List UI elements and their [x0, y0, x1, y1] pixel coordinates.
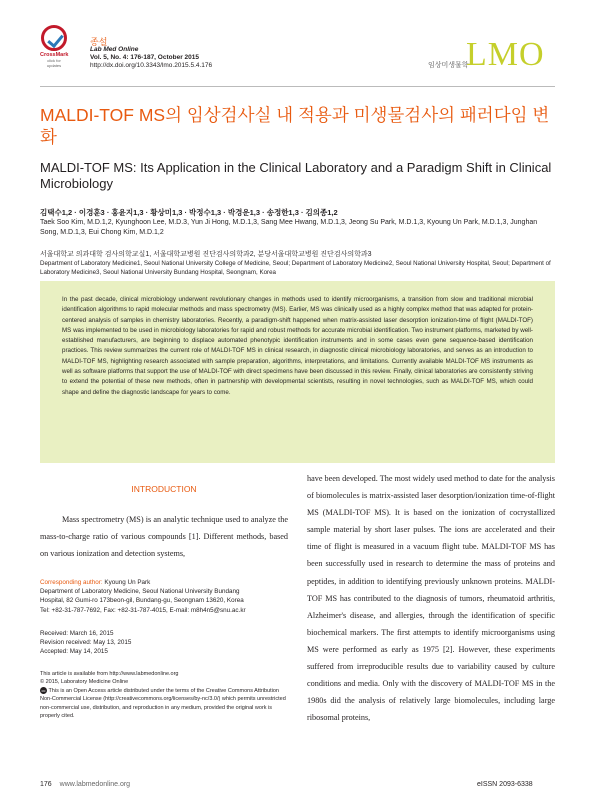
corresponding-author-label: Corresponding author: — [40, 579, 103, 586]
volume-issue: Vol. 5, No. 4: 176-187, October 2015 — [90, 54, 199, 61]
journal-info — [90, 46, 212, 70]
lmo-logo: LMO — [466, 36, 545, 73]
correspondence-line: Department of Laboratory Medicine, Seoul National University Bundang — [40, 588, 240, 596]
footer-site-link[interactable]: www.labmedonline.org — [59, 781, 131, 788]
authors-korean: 김택수1,2 · 이경훈3 · 홍윤지1,3 · 황상미1,3 · 박정수1,3 · 박경운1,3 · 송정한1,3 · 김의종1,2 — [40, 208, 338, 217]
journal-name: Lab Med Online — [90, 46, 139, 53]
header-divider — [40, 86, 555, 87]
date-accepted: Accepted: May 14, 2015 — [40, 648, 108, 656]
date-received: Received: March 16, 2015 — [40, 630, 114, 637]
abstract-box — [40, 281, 555, 463]
left-column — [40, 478, 288, 562]
availability-text: This article is available from http://www.labmedonline.org — [40, 671, 179, 677]
correspondence-line: Tel: +82-31-787-7692, Fax: +82-31-787-4015, E-mail: m8h4n5@snu.ac.kr — [40, 606, 246, 614]
right-column — [307, 470, 555, 726]
cc-license-text: This is an Open Access article distributed under the terms of the Creative Commons Attribution Non-Commercial License (http://creativecommons.org/licenses/by-nc/3.0/) which permits unrestricted non-commercial use, distribution, and reproduction in any medium, provided the original work is properly cited. — [40, 687, 286, 720]
license-block — [40, 670, 288, 720]
crossmark-logo[interactable] — [40, 25, 68, 71]
corresponding-author-name: Kyoung Un Park — [104, 579, 151, 586]
correspondence-block — [40, 578, 288, 615]
authors-english: Taek Soo Kim, M.D.1,2, Kyunghoon Lee, M.D.3, Yun Ji Hong, M.D.1,3, Sang Mee Hwang, M.D.1,3, Jeong Su Park, M.D.1,3, Kyoung Un Park, M.D.1,3, Junghan Song, M.D.1,3, Eui Chong Kim, M.D.1,2 — [40, 219, 538, 236]
footer-left — [40, 781, 130, 788]
title-english: MALDI-TOF MS: Its Application in the Clinical Laboratory and a Paradigm Shift in Clinical Microbiology — [40, 160, 552, 191]
crossmark-label: CrossMark — [40, 52, 69, 58]
abstract-text: In the past decade, clinical microbiology underwent revolutionary changes in methods used to identify microorganisms, a transition from slow and traditional microbial identification algorithms to rapid molecular methods and mass spectrometry (MS). Earlier, MS was clinically used as a highly complex method that was adapted for protein-centered analysis of samples in chemistry laboratories. Recently, a paradigm-shift happened when matrix-assisted laser desorption ionization-time of flight (MALDI-TOF) MS was implemented to be used in microbiology laboratories for rapid and robust methods for accurate microbial identification. Two instrument platforms, marketed by well-established manufacturers, are beginning to displace automated phenotypic identification instruments and in some cases even gene sequence-based identification practices. This review summarizes the current role of MALDI-TOF MS in clinical research, in diagnostic clinical microbiology laboratories, and serves as an introduction to MALDI-TOF MS, highlighting research associated with sample preparation, algorithms, interpretations, and limitations. Currently available MALDI-TOF MS instruments as well as software platforms that support the use of MALDI-TOF with direct specimens have been discussed in this review. Finally, clinical laboratories are consistently striving to extend the potential of these new methods, often in partnership with developmental scientists, resulting in novel technologies, such as MALDI-TOF MS, which could shape and define the diagnostic landscape for years to come. — [62, 296, 533, 396]
creative-commons-icon: cc — [41, 687, 46, 693]
footer-eissn: eISSN 2093-6338 — [477, 781, 533, 788]
journal-korean-name: 임상미생물학 — [428, 62, 469, 69]
doi-link[interactable]: http://dx.doi.org/10.3343/lmo.2015.5.4.176 — [90, 62, 213, 69]
crossmark-sub: click for updates — [46, 58, 62, 68]
article-category: 종설 — [90, 37, 108, 47]
affiliations-korean: 서울대학교 의과대학 검사의학교실1, 서울대학교병원 진단검사의학과2, 분당서울대학교병원 진단검사의학과3 — [40, 251, 372, 258]
crossmark-icon — [41, 25, 67, 51]
title-korean: MALDI-TOF MS의 임상검사실 내 적용과 미생물검사의 패러다임 변화 — [40, 105, 550, 147]
page-number: 176 — [40, 781, 52, 788]
correspondence-line: Hospital, 82 Gumi-ro 173beon-gil, Bundang-gu, Seongnam 13620, Korea — [40, 597, 244, 605]
intro-right-paragraph: have been developed. The most widely used method to date for the analysis of biomolecules is matrix-assisted laser desorption/ionization time-of-flight MS (MALDI-TOF MS). It is based on the ionization of cocrystallized sample material by short laser pulses. The ions are accelerated and their time of flight is measured in a vacuum flight tube. MALDI-TOF MS has been successfully used in research to determine the mass of proteins and peptides, in addition to identifying previously unknown proteins. MALDI-TOF MS has contributed to the diagnosis of tumors, rheumatoid arthritis, Alzheimer's disease, and allergies, through the identification of specific biochemical markers. The first attempts to identify microorganisms using MS were performed as early as 1975 [2]. However, these experiments suffered from irreproducible results due to variability caused by culture conditions and media. Only with the discovery of MALDI-TOF MS in the 1980s did the analysis of relatively large biomolecules, including large ribosomal proteins, — [307, 474, 555, 723]
date-revision: Revision received: May 13, 2015 — [40, 639, 132, 647]
affiliations-english: Department of Laboratory Medicine1, Seoul National University College of Medicine, Seoul; Department of Laboratory Medicine2, Seoul National University Hospital, Seoul; Department of Laboratory Medicine3, Seoul National University Bundang Hospital, Seongnam, Korea — [40, 260, 551, 276]
intro-left-paragraph: Mass spectrometry (MS) is an analytic technique used to analyze the mass-to-charge ratio of various compounds [1]. Different methods, based on various ionization and detection systems, — [40, 515, 288, 559]
section-heading-introduction: INTRODUCTION — [131, 484, 197, 494]
copyright-text: © 2015, Laboratory Medicine Online — [40, 679, 129, 686]
dates-block — [40, 629, 131, 657]
